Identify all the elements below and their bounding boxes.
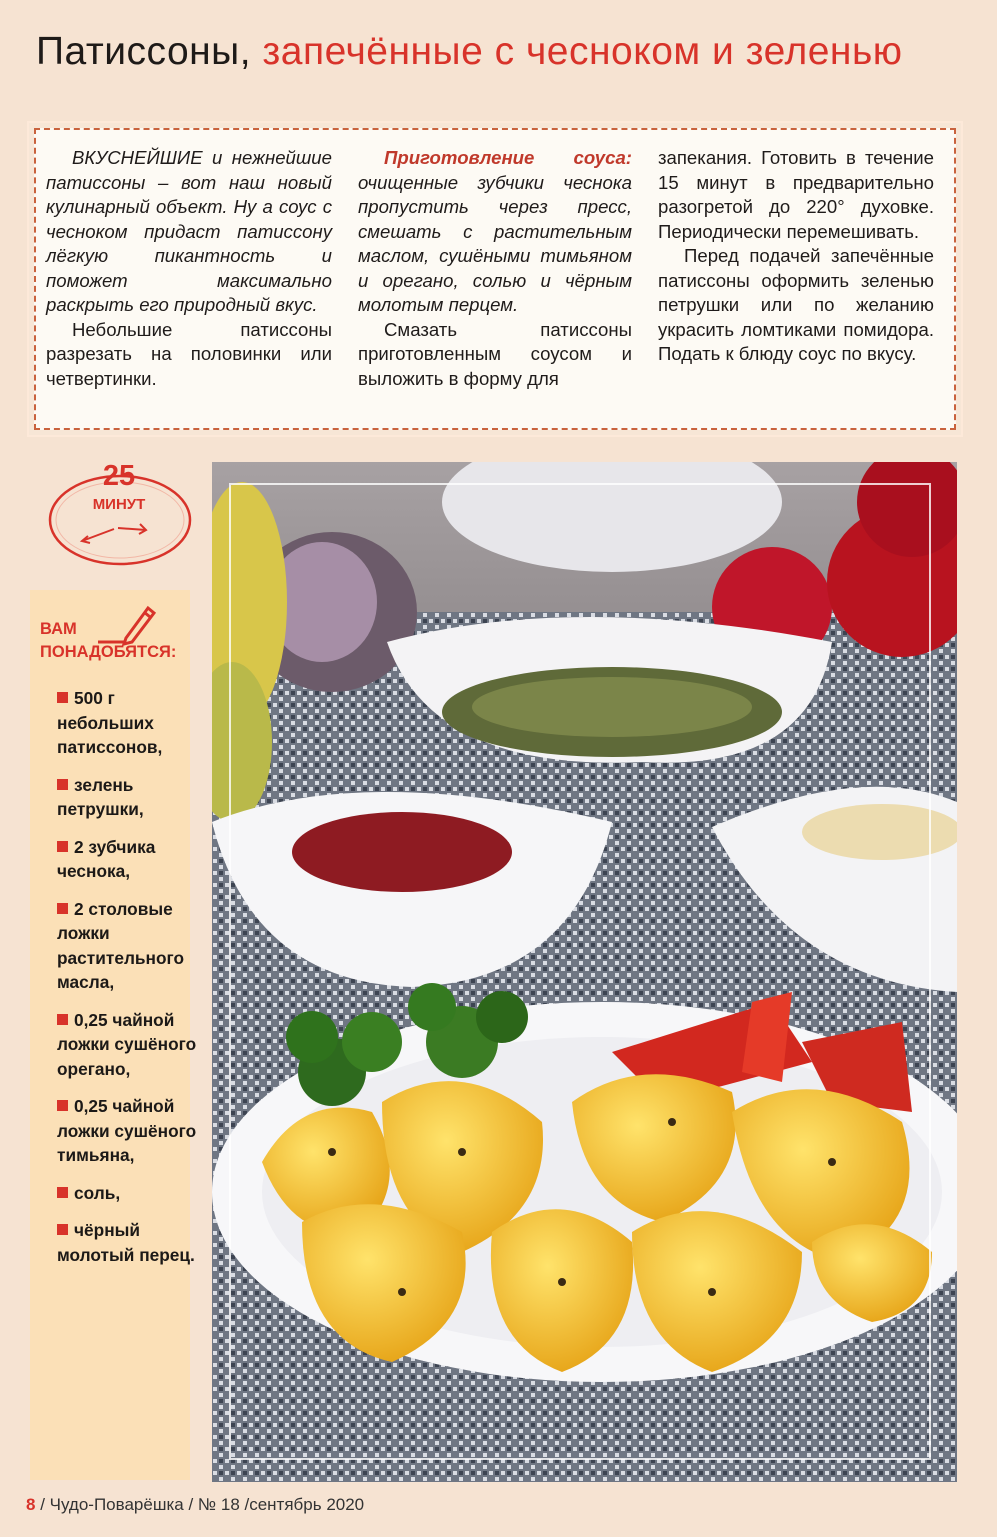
step-bake: запекания. Готовить в течение 15 минут в предварительно разогретой до 220° духовке. Периодически перемешивать. <box>658 147 934 242</box>
dish-illustration <box>212 462 957 1482</box>
step-cut: Небольшие патиссоны разрезать на половинки или четвертинки. <box>46 318 332 389</box>
ingredients-heading <box>40 618 176 664</box>
bullet-square-icon <box>57 1014 68 1025</box>
bullet-square-icon <box>57 1100 68 1111</box>
sauce-text: очищенные зубчики чеснока пропустить через пресс, смешать с растительным маслом, сушёными тимьяном и орегано, солью и чёрным молотым перцем. <box>358 171 632 315</box>
bullet-square-icon <box>57 1187 68 1198</box>
text-column-1 <box>46 146 332 391</box>
ingredient-item: 2 зубчика чеснока, <box>57 836 156 881</box>
dish-photo <box>212 462 957 1482</box>
bullet-square-icon <box>57 1224 68 1235</box>
ingredients-panel <box>30 590 197 1480</box>
intro-paragraph: ВКУСНЕЙШИЕ и нежнейшие патиссоны – вот наш новый кулинарный объект. Ну а соус с чесноком придаст патиссону лёгкую пикантность и поможет максимально раскрыть его природный вкус. <box>46 147 332 315</box>
title-part1: Патиссоны, <box>36 30 252 73</box>
cooking-time-unit: МИНУТ <box>92 496 146 513</box>
bullet-square-icon <box>57 692 68 703</box>
bullet-square-icon <box>57 903 68 914</box>
ingredient-item: 500 г небольших патиссонов, <box>57 688 163 757</box>
page-title <box>36 30 976 74</box>
page-footer <box>26 1495 364 1515</box>
cooking-time-badge <box>44 458 194 578</box>
ingredient-item: 0,25 чайной ложки сушёного тимьяна, <box>57 1096 197 1165</box>
sauce-heading: Приготовление соуса: <box>384 147 632 168</box>
ingredients-list <box>57 686 197 1280</box>
bullet-square-icon <box>57 779 68 790</box>
text-column-2 <box>358 146 632 391</box>
ingredient-item: зелень петрушки, <box>57 774 144 819</box>
title-part2: запечённые с чесноком и зеленью <box>262 30 903 73</box>
ingredients-heading-line2: ПОНАДОБЯТСЯ: <box>40 643 177 661</box>
ingredient-item: 2 столовые ложки растительного масла, <box>57 898 185 992</box>
magazine-issue: / Чудо-Поварёшка / № 18 /сентябрь 2020 <box>40 1495 365 1514</box>
ingredient-item: соль, <box>57 1181 197 1206</box>
recipe-text-box <box>34 128 956 430</box>
ingredient-item: 0,25 чайной ложки сушёного орегано, <box>57 1009 197 1079</box>
step-brush: Смазать патиссоны приготовленным соусом и выложить в форму для <box>358 318 632 389</box>
sauce-paragraph <box>358 146 632 318</box>
ingredients-heading-line1: ВАМ <box>40 620 77 638</box>
cooking-time-value: 25 <box>102 460 136 492</box>
text-column-3 <box>658 146 934 367</box>
ingredient-item: чёрный молотый перец. <box>57 1220 195 1265</box>
bullet-square-icon <box>57 841 68 852</box>
step-serve: Перед подачей запечённые патиссоны оформить зеленью петрушки или по желанию украсить ломтиками помидора. Подать к блюду соус по вкусу. <box>658 245 934 364</box>
page-number: 8 <box>26 1495 36 1514</box>
